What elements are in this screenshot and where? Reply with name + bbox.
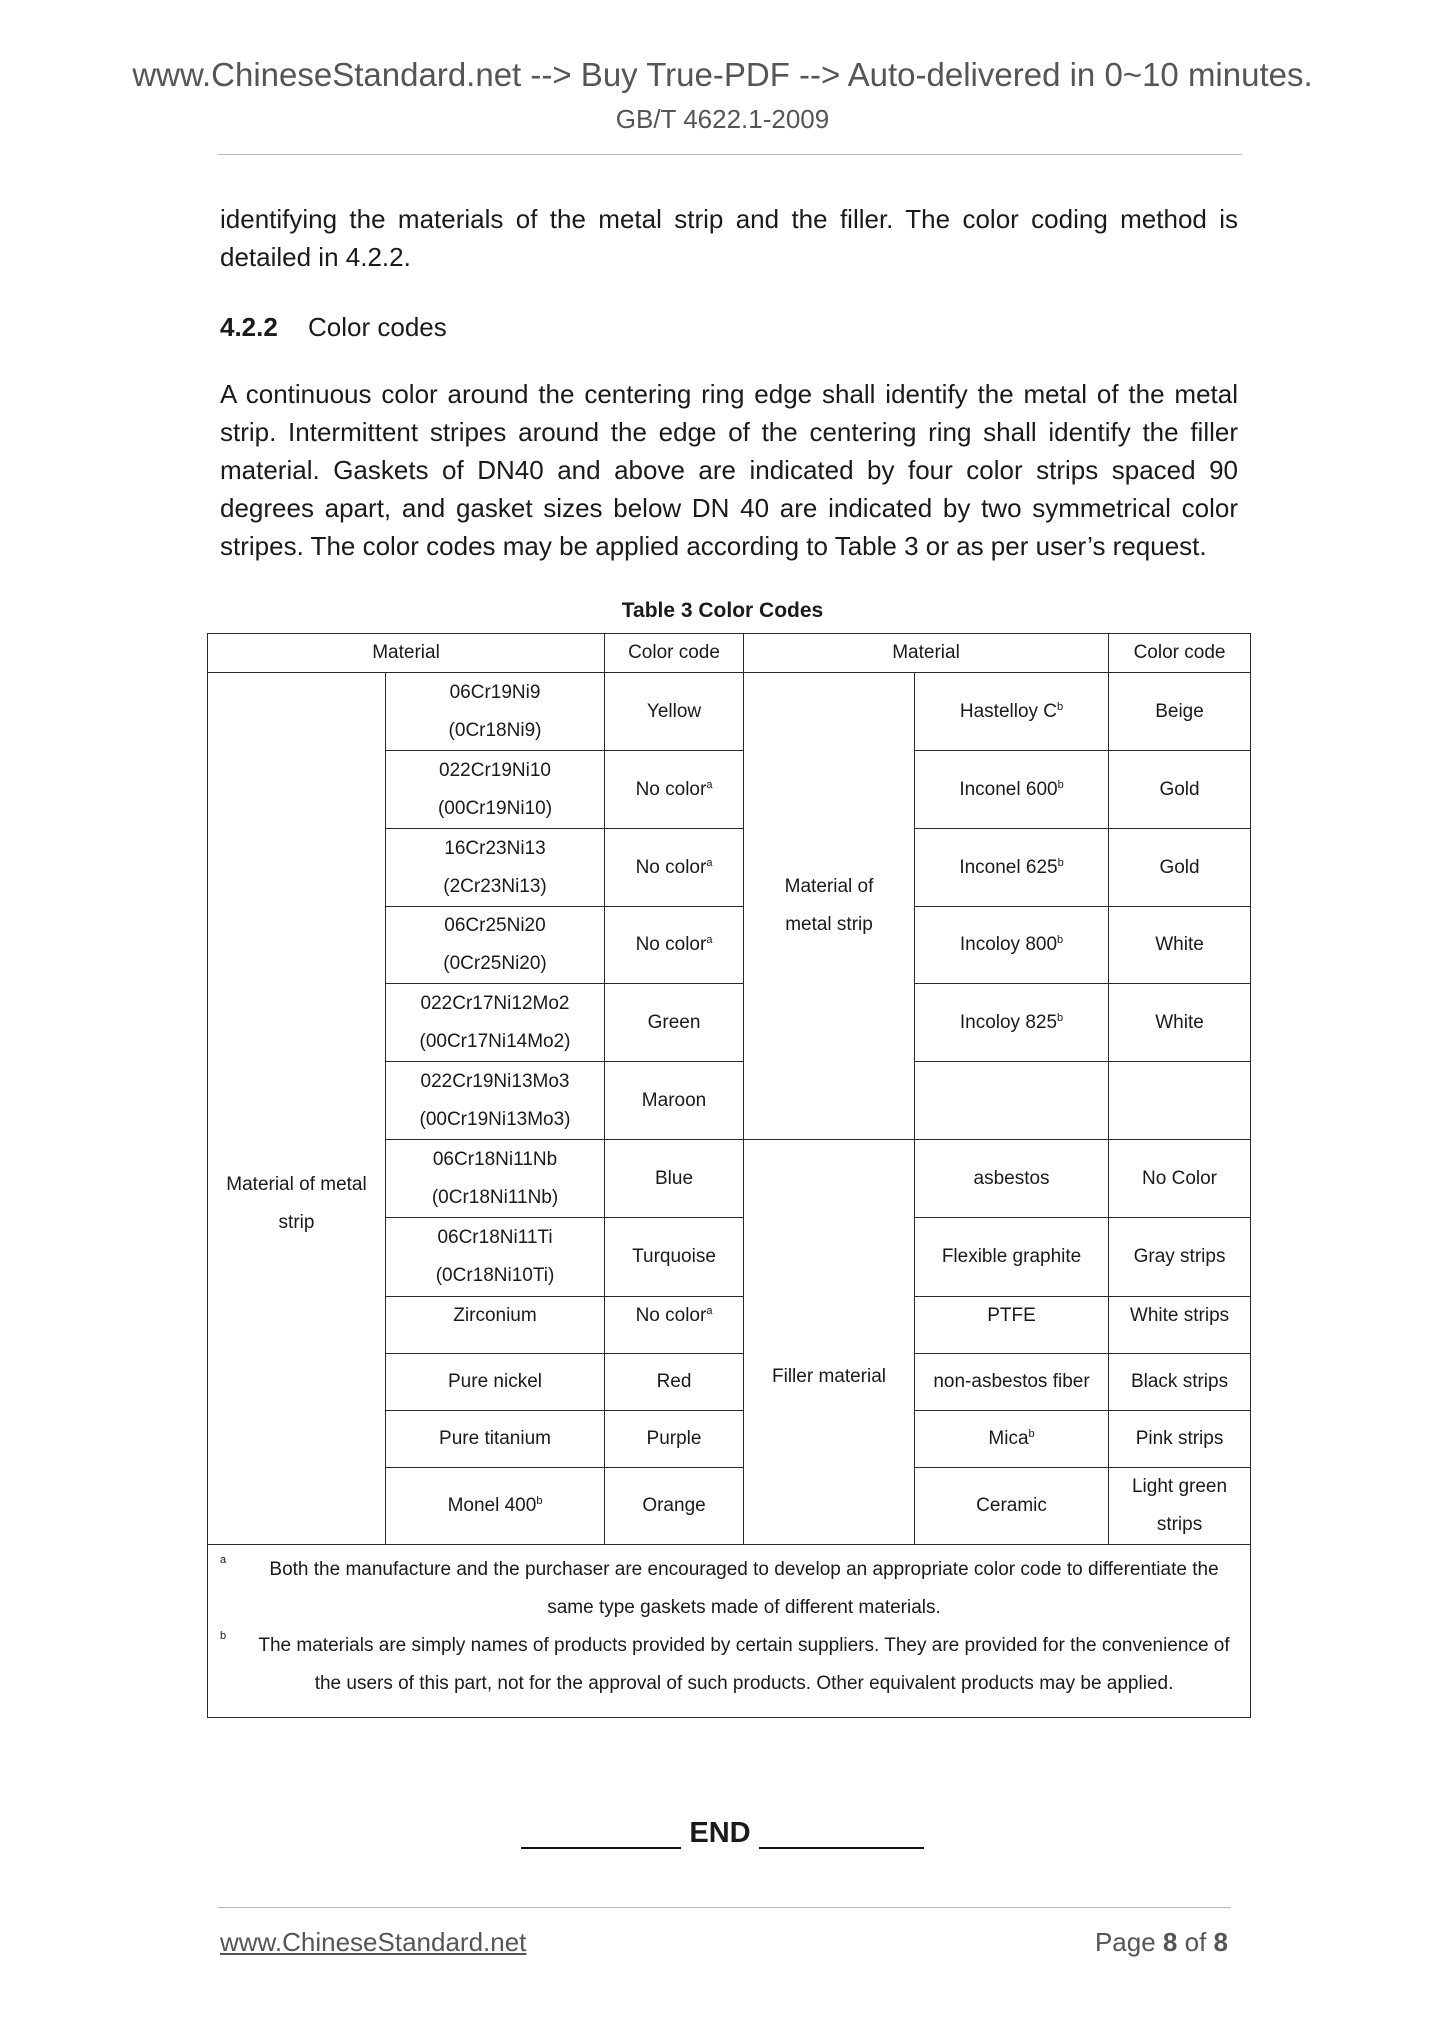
- header-divider: [218, 154, 1242, 155]
- table-row: [208, 673, 1251, 751]
- table-title: Table 3 Color Codes: [621, 599, 824, 622]
- footnote-a: a Both the manufacture and the purchaser are encouraged to develop an appropriate color code to differentiate the same type gaskets made of different materials.: [220, 1554, 1219, 1618]
- material-cell: Pure nickel: [386, 1354, 605, 1411]
- header-material-right: Material: [744, 634, 1109, 673]
- table-header-row: [208, 634, 1251, 673]
- color-cell: Red: [605, 1354, 744, 1411]
- color-cell: Gold: [1109, 829, 1251, 907]
- header-material-left: Material: [208, 634, 605, 673]
- header-banner: www.ChineseStandard.net --> Buy True-PDF --> Auto-delivered in 0~10 minutes.: [132, 56, 1313, 93]
- material-cell: 06Cr18Ni11Nb (0Cr18Ni11Nb): [386, 1140, 605, 1218]
- color-cell: Blue: [605, 1140, 744, 1218]
- color-cell: Gold: [1109, 751, 1251, 829]
- material-cell: Pure titanium: [386, 1411, 605, 1468]
- section-heading: [220, 308, 447, 346]
- color-cell: Black strips: [1109, 1354, 1251, 1411]
- footer-site-link[interactable]: www.ChineseStandard.net: [220, 1927, 527, 1957]
- color-cell: No color$^a$: [605, 829, 744, 907]
- end-label: END: [689, 1817, 751, 1849]
- material-cell: Flexible graphite: [915, 1218, 1109, 1297]
- header-color-left: Color code: [605, 634, 744, 673]
- material-cell: 06Cr19Ni9 (0Cr18Ni9): [386, 673, 605, 751]
- color-cell: Yellow: [605, 673, 744, 751]
- color-cell: Light green strips: [1109, 1468, 1251, 1545]
- end-marker: [0, 1817, 1445, 1850]
- paragraph-color-codes: A continuous color around the centering ring edge shall identify the metal of the metal strip. Intermittent stripes around the edge of the centering ring shall identify the filler material. Gaskets of DN40 and above are indicated by four color strips spaced 90 degrees apart, and gasket sizes below DN 40 are indicated by two symmetrical color stripes. The color codes may be applied according to Table 3 or as per user’s request.: [220, 379, 1238, 561]
- material-cell: Mica$^b$: [915, 1411, 1109, 1468]
- material-cell: Zirconium: [386, 1297, 605, 1354]
- section-number: 4.2.2: [220, 312, 278, 342]
- end-rule-right: [759, 1817, 924, 1849]
- material-cell: 022Cr19Ni13Mo3 (00Cr19Ni13Mo3): [386, 1062, 605, 1140]
- color-cell: White: [1109, 984, 1251, 1062]
- material-cell: Incoloy 800$^b$: [915, 907, 1109, 984]
- material-cell: 022Cr19Ni10 (00Cr19Ni10): [386, 751, 605, 829]
- material-cell: 022Cr17Ni12Mo2 (00Cr17Ni14Mo2): [386, 984, 605, 1062]
- material-cell: 06Cr25Ni20 (0Cr25Ni20): [386, 907, 605, 984]
- material-cell: Incoloy 825$^b$: [915, 984, 1109, 1062]
- header-color-right: Color code: [1109, 634, 1251, 673]
- material-cell: 06Cr18Ni11Ti (0Cr18Ni10Ti): [386, 1218, 605, 1297]
- page-number: Page 8 of 8: [1094, 1927, 1228, 1957]
- material-cell: PTFE: [915, 1297, 1109, 1354]
- color-cell: Maroon: [605, 1062, 744, 1140]
- material-cell: Monel 400$^b$: [386, 1468, 605, 1545]
- color-cell: Purple: [605, 1411, 744, 1468]
- color-cell: No Color: [1109, 1140, 1251, 1218]
- empty-cell: [915, 1062, 1109, 1140]
- color-cell: No color$^a$: [605, 1297, 744, 1354]
- color-codes-table: [207, 633, 1251, 1718]
- left-group-label: Material of metal strip: [208, 673, 386, 1545]
- section-title: Color codes: [308, 312, 447, 342]
- color-cell: Green: [605, 984, 744, 1062]
- color-cell: Pink strips: [1109, 1411, 1251, 1468]
- material-cell: Ceramic: [915, 1468, 1109, 1545]
- paragraph-intro: identifying the materials of the metal strip and the filler. The color coding method is detailed in 4.2.2.: [220, 204, 1238, 272]
- right-filler-group-label: Filler material: [744, 1140, 915, 1545]
- color-cell: Gray strips: [1109, 1218, 1251, 1297]
- material-cell: asbestos: [915, 1140, 1109, 1218]
- material-cell: 16Cr23Ni13 (2Cr23Ni13): [386, 829, 605, 907]
- table-notes-row: [208, 1545, 1251, 1718]
- table-notes: [208, 1545, 1251, 1718]
- material-cell: Inconel 600$^b$: [915, 751, 1109, 829]
- material-cell: non-asbestos fiber: [915, 1354, 1109, 1411]
- color-cell: Beige: [1109, 673, 1251, 751]
- color-cell: White strips: [1109, 1297, 1251, 1354]
- footnote-b: b The materials are simply names of products provided by certain suppliers. They are provided for the convenience of the users of this part, not for the approval of such products. Other equivalent products may be applied.: [220, 1630, 1230, 1694]
- color-cell: White: [1109, 907, 1251, 984]
- material-cell: Inconel 625$^b$: [915, 829, 1109, 907]
- color-cell: No color$^a$: [605, 907, 744, 984]
- color-cell: Orange: [605, 1468, 744, 1545]
- end-rule-left: [521, 1817, 681, 1849]
- empty-cell: [1109, 1062, 1251, 1140]
- material-cell: Hastelloy $C^b$: [915, 673, 1109, 751]
- standard-number: GB/T 4622.1-2009: [615, 104, 830, 134]
- footer-divider: [218, 1907, 1231, 1908]
- color-cell: Turquoise: [605, 1218, 744, 1297]
- right-metal-group-label: Material of metal strip: [744, 673, 915, 1140]
- color-cell: No color$^a$: [605, 751, 744, 829]
